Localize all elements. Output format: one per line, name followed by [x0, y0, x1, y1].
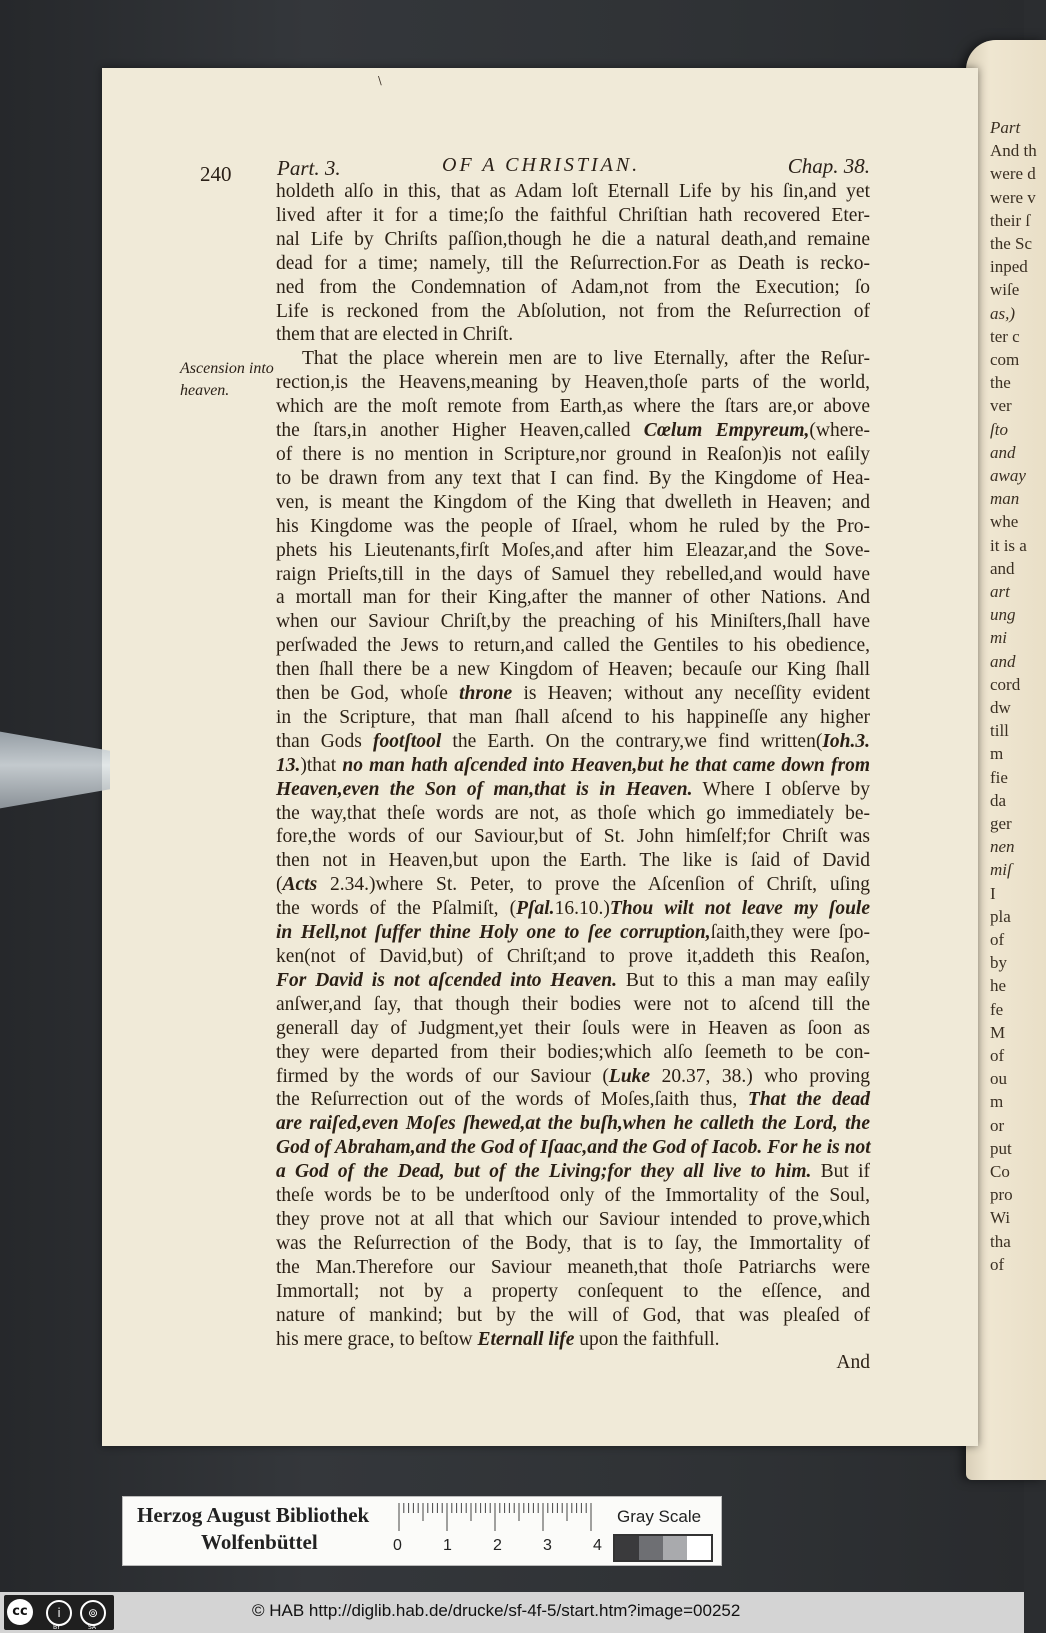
text-run: ( — [276, 874, 283, 896]
facing-page-fragment: com — [990, 350, 1020, 369]
facing-page-fragment: he — [990, 976, 1007, 996]
facing-page-fragment: whe — [990, 512, 1019, 532]
text-line — [276, 610, 870, 634]
ruler-numbers — [389, 1537, 609, 1561]
text-line — [276, 347, 870, 371]
text-line — [276, 1041, 870, 1065]
text-run: ned from the Condemnation of Adam,not from the Execution; ſo — [276, 276, 870, 298]
italic-text: God of Abraham,and the God of Iſaac,and the God of Iacob. For he is not — [276, 1137, 871, 1159]
by-label: BY — [53, 1624, 61, 1631]
text-line — [276, 1184, 870, 1208]
text-line — [276, 993, 870, 1017]
catchword: And — [836, 1352, 870, 1374]
text-run: phets his Lieutenants,firſt Moſes,and after him Eleazar,and the Sove- — [276, 539, 870, 561]
library-city: Wolfenbüttel — [201, 1530, 318, 1554]
text-run: ſaith,they were ſpo- — [710, 922, 870, 944]
library-name: Herzog August Bibliothek — [137, 1503, 370, 1527]
text-line — [276, 228, 870, 252]
text-run: a mortall man for their King,after the manner of other Nations. And — [276, 587, 870, 609]
color-calibration-card — [122, 1496, 722, 1566]
italic-text: in Hell,not ſuffer thine Holy one to ſee corruption, — [276, 922, 711, 944]
italic-text: That the dead — [747, 1089, 870, 1111]
text-line — [276, 419, 870, 443]
text-run: Life is reckoned from the Abſolution, not from the Reſurrection of — [276, 300, 870, 322]
running-title: OF A CHRISTIAN. — [442, 154, 641, 176]
facing-page-fragment: fie — [990, 767, 1008, 787]
text-run: ven, is meant the Kingdom of the King that dwelleth in Heaven; and — [276, 491, 870, 513]
facing-page-fragment: put — [990, 1138, 1012, 1158]
text-line — [276, 1232, 870, 1256]
text-run: nal Life by Chriſts paſſion,though he die a natural death,and remaine — [276, 228, 870, 250]
text-run: fore,the words of our Saviour,but of St. John himſelf;for Chriſt was — [276, 826, 870, 848]
text-line — [276, 849, 870, 873]
gray-scale-bar — [613, 1534, 713, 1562]
text-run: firmed by the words of our Saviour ( — [276, 1065, 609, 1087]
text-run: )that — [300, 754, 343, 776]
facing-page-fragment: Part — [990, 118, 1021, 137]
text-line — [276, 467, 870, 491]
margin-note-line: heaven. — [180, 382, 230, 399]
share-alike-icon: ⊚ — [80, 1600, 106, 1626]
facing-page-fragment: and — [990, 558, 1015, 578]
cc-icon: cc — [7, 1599, 33, 1625]
text-line — [276, 802, 870, 826]
text-run: is Heaven; without any neceſſity evident — [512, 683, 870, 705]
text-run: lived after it for a time;ſo the faithful Chriſtian hath recovered Eter- — [276, 204, 870, 226]
facing-page-fragment: art — [990, 582, 1010, 601]
text-line — [276, 443, 870, 467]
ruler-number: 2 — [493, 1537, 502, 1554]
facing-page-fragment: by — [990, 953, 1007, 973]
italic-text: Luke — [608, 1065, 651, 1087]
facing-page-fragment: till — [990, 721, 1009, 741]
facing-page-fragment: were d — [990, 164, 1036, 184]
facing-page-fragment: cord — [990, 674, 1021, 694]
text-run: That the place wherein men are to live Eternally, after the Reſur- — [302, 348, 870, 370]
facing-page-fragment: ger — [990, 814, 1012, 833]
text-line — [276, 1017, 870, 1041]
facing-page-fragment: miſ — [990, 860, 1012, 880]
text-line — [276, 969, 870, 993]
text-line — [276, 586, 870, 610]
text-line — [276, 1328, 870, 1352]
facing-page-fragment: inped — [990, 257, 1028, 277]
margin-note-line: Ascension into — [180, 360, 274, 377]
text-run: holdeth alſo in this, that as Adam loſt Eternall Life by his ſin,and yet — [276, 181, 870, 202]
italic-text: 13. — [276, 754, 301, 776]
facing-page-fragment: man — [990, 489, 1020, 509]
facing-page-fragment: it is a — [990, 535, 1027, 555]
text-run: anſwer,and ſay, that though their bodies were not to aſcend till the — [276, 993, 870, 1015]
text-run: Immortall; not by a property conſequent to the eſſence, and — [276, 1280, 870, 1302]
text-line — [276, 1112, 870, 1136]
text-line — [276, 323, 870, 347]
ink-speck: \ — [378, 74, 382, 87]
text-line — [276, 491, 870, 515]
facing-page-fragment: their ſ — [990, 210, 1031, 230]
facing-page-fragment: dw — [990, 698, 1011, 717]
text-run: his mere grace, to beſtow — [276, 1328, 478, 1350]
italic-text: Thou wilt not leave my ſoule — [609, 898, 870, 920]
cc-license-badge[interactable] — [4, 1595, 114, 1630]
text-line — [276, 1088, 870, 1112]
ruler-number: 1 — [443, 1537, 452, 1554]
source-url[interactable]: © HAB http://diglib.hab.de/drucke/sf-4f-5/start.htm?image=00252 — [252, 1601, 741, 1620]
facing-page-fragment: or — [990, 1115, 1005, 1135]
facing-page-fragment: Wi — [990, 1208, 1011, 1228]
facing-page-fragment: tha — [990, 1231, 1011, 1251]
text-run: his Kingdome was the people of Iſrael, whom he ruled by the Pro- — [276, 515, 870, 537]
text-run: ken(not of David,but) of Chriſt;and to prove it,addeth this Reaſon, — [276, 946, 870, 967]
text-run: they prove not at all that which our Saviour intended to prove,which — [276, 1208, 870, 1230]
text-run: dead for a time; namely, till the Reſurrection.For as Death is recko- — [276, 252, 870, 274]
sa-label: SA — [88, 1624, 97, 1631]
facing-page-fragment: M — [990, 1022, 1006, 1042]
italic-text: Cœlum Empyreum, — [643, 420, 810, 442]
gray-patch — [639, 1536, 663, 1560]
text-run: when our Saviour Chriſt,by the preaching of his Miniſters,ſhall have — [276, 611, 870, 633]
text-run: then ſhall there be a new Kingdom of Heaven; becauſe our King ſhall — [276, 659, 870, 681]
facing-page-fragment: the Sc — [990, 234, 1033, 253]
facing-page-fragment: as,) — [990, 303, 1016, 323]
text-line — [276, 825, 870, 849]
ruler-number: 0 — [393, 1537, 402, 1554]
text-line — [276, 658, 870, 682]
text-run: perſwaded the Jews to return,and called the Gentiles to his obedience, — [276, 635, 870, 657]
italic-text: throne — [459, 683, 513, 705]
facing-page-fragment: nen — [990, 837, 1015, 857]
text-line — [276, 1065, 870, 1089]
text-line — [276, 730, 870, 754]
text-run: the words of the Pſalmiſt, ( — [276, 898, 517, 920]
italic-text: Pſal. — [516, 898, 555, 920]
text-line — [276, 754, 870, 778]
text-run: which are the moſt remote from Earth,as where the ſtars are,or above — [276, 396, 870, 418]
facing-page-fragment: m — [990, 1092, 1004, 1112]
text-line — [276, 706, 870, 730]
ruler-number: 4 — [593, 1537, 602, 1554]
text-run: But to this a man may eaſily — [617, 969, 870, 991]
facing-page-fragment: were v — [990, 187, 1036, 207]
facing-page-fragment: da — [990, 790, 1007, 810]
facing-page-fragment: m — [990, 744, 1004, 764]
facing-page-fragment: ung — [990, 605, 1016, 625]
text-line — [276, 204, 870, 228]
facing-page-fragment: and — [990, 442, 1016, 462]
text-run: rection,is the Heavens,meaning by Heaven,thoſe parts of the world, — [276, 372, 870, 394]
italic-text: Heaven,even the Son of man,that is in Heaven. — [276, 778, 693, 800]
facing-page-fragment: Co — [990, 1162, 1010, 1181]
text-line — [276, 873, 870, 897]
text-run: them that are elected in Chriſt. — [276, 324, 514, 346]
text-line — [276, 945, 870, 969]
facing-page-fragment: of — [990, 1046, 1005, 1065]
facing-page-fragment: pla — [990, 906, 1011, 926]
text-run: the ſtars,in another Higher Heaven,called — [276, 420, 644, 442]
text-run: was the Reſurrection of the Body, that is to ſay, the Immortality of — [276, 1232, 870, 1254]
body-text — [276, 180, 870, 1375]
italic-text: Acts — [282, 874, 318, 896]
attribution-icon: i — [46, 1600, 72, 1626]
text-line — [276, 1136, 870, 1160]
text-run: the way,that theſe words are not, as thoſe which go immediately be- — [276, 802, 870, 824]
gray-scale-label: Gray Scale — [617, 1507, 702, 1526]
facing-page-fragment: ver — [990, 396, 1012, 416]
gray-patch — [615, 1536, 639, 1560]
facing-page-fragment: wiſe — [990, 280, 1020, 300]
text-line — [276, 563, 870, 587]
text-line — [276, 1256, 870, 1280]
italic-text: no man hath aſcended into Heaven,but he that came down from — [342, 754, 870, 776]
text-run: then be God, whoſe — [276, 683, 460, 705]
facing-page-fragment: I — [990, 883, 996, 903]
text-run: 16.10.) — [554, 898, 610, 920]
text-run: to be drawn from any text that I can find. By the Kingdome of Hea- — [276, 467, 870, 489]
text-line — [276, 276, 870, 300]
text-line — [276, 634, 870, 658]
text-line — [276, 1160, 870, 1184]
text-run: of there is no mention in Scripture,nor ground in Reaſon)is not eaſily — [276, 443, 870, 465]
ruler-number: 3 — [543, 1537, 552, 1554]
text-run: than Gods — [276, 730, 374, 752]
text-run: generall day of Judgment,yet their ſouls were in Heaven as ſoon as — [276, 1017, 870, 1039]
facing-page-fragment: ou — [990, 1069, 1007, 1089]
text-line — [276, 778, 870, 802]
page-number: 240 — [200, 162, 232, 186]
facing-page — [966, 40, 1046, 1480]
gray-patch — [663, 1536, 687, 1560]
facing-page-fragment: of — [990, 930, 1005, 949]
text-run: (where- — [809, 420, 871, 442]
text-run: the Earth. On the contrary,we find written( — [441, 730, 823, 752]
text-run: then not in Heaven,but upon the Earth. The like is ſaid of David — [276, 850, 870, 872]
footer-bar — [0, 1592, 1024, 1633]
facing-page-fragment: the — [990, 373, 1011, 393]
text-run: upon the faithfull. — [574, 1328, 720, 1350]
text-line — [276, 682, 870, 706]
text-run: 2.34.)where St. Peter, to prove the Aſcenſion of Chriſt, uſing — [317, 874, 870, 896]
facing-page-fragment: fe — [990, 999, 1004, 1019]
facing-page-fragment: mi — [990, 628, 1007, 648]
text-line — [276, 921, 870, 945]
text-run: nature of mankind; but by the will of God, that was pleaſed of — [276, 1304, 870, 1326]
facing-page-fragment: and — [990, 651, 1016, 671]
text-line — [276, 395, 870, 419]
text-run: Where I obſerve by — [692, 778, 870, 800]
italic-text: Eternall life — [477, 1328, 575, 1350]
text-run: they were departed from their bodies;which alſo ſeemeth to be con- — [276, 1041, 870, 1063]
text-line — [276, 1304, 870, 1328]
text-line — [276, 515, 870, 539]
italic-text: Ioh.3. — [822, 730, 870, 752]
facing-page-fragment: ter c — [990, 326, 1020, 346]
text-line — [276, 180, 870, 204]
facing-page-fragment: of — [990, 1254, 1005, 1274]
facing-page-fragment: And th — [990, 141, 1037, 161]
text-line — [276, 252, 870, 276]
italic-text: footſtool — [373, 730, 442, 752]
text-line — [276, 371, 870, 395]
text-run: in the Scripture, that man ſhall aſcend to his happineſſe any higher — [276, 706, 870, 728]
text-run: 20.37, 38.) who proving — [650, 1065, 870, 1087]
facing-page-fragment: ſto — [990, 419, 1008, 439]
ruler-ticks — [395, 1503, 595, 1533]
text-run: raign Prieſts,till in the days of Samuel they rebelled,and would have — [276, 563, 870, 585]
text-run: But if — [811, 1161, 870, 1183]
text-line — [276, 897, 870, 921]
facing-page-fragment: pro — [990, 1185, 1013, 1205]
text-line — [276, 300, 870, 324]
facing-page-fragment: away — [990, 466, 1026, 485]
text-line — [276, 1280, 870, 1304]
italic-text: are raiſed,even Moſes ſhewed,at the buſh,when he calleth the Lord, the — [276, 1113, 870, 1135]
italic-text: For David is not aſcended into Heaven. — [276, 969, 618, 991]
text-run: the Man.Therefore our Saviour meaneth,that thoſe Patriarchs were — [276, 1256, 870, 1278]
margin-note — [180, 358, 280, 402]
text-run: the Reſurrection out of the words of Moſes,ſaith thus, — [276, 1089, 748, 1111]
gray-patch — [687, 1536, 711, 1560]
text-run: theſe words be to be underſtood only of the Immortality of the Soul, — [276, 1185, 870, 1207]
text-line — [276, 539, 870, 563]
text-line — [276, 1208, 870, 1232]
italic-text: a God of the Dead, but of the Living;for they all live to him. — [276, 1161, 812, 1183]
chapter-label: Chap. 38. — [787, 154, 870, 178]
part-label: Part. 3. — [277, 156, 341, 180]
